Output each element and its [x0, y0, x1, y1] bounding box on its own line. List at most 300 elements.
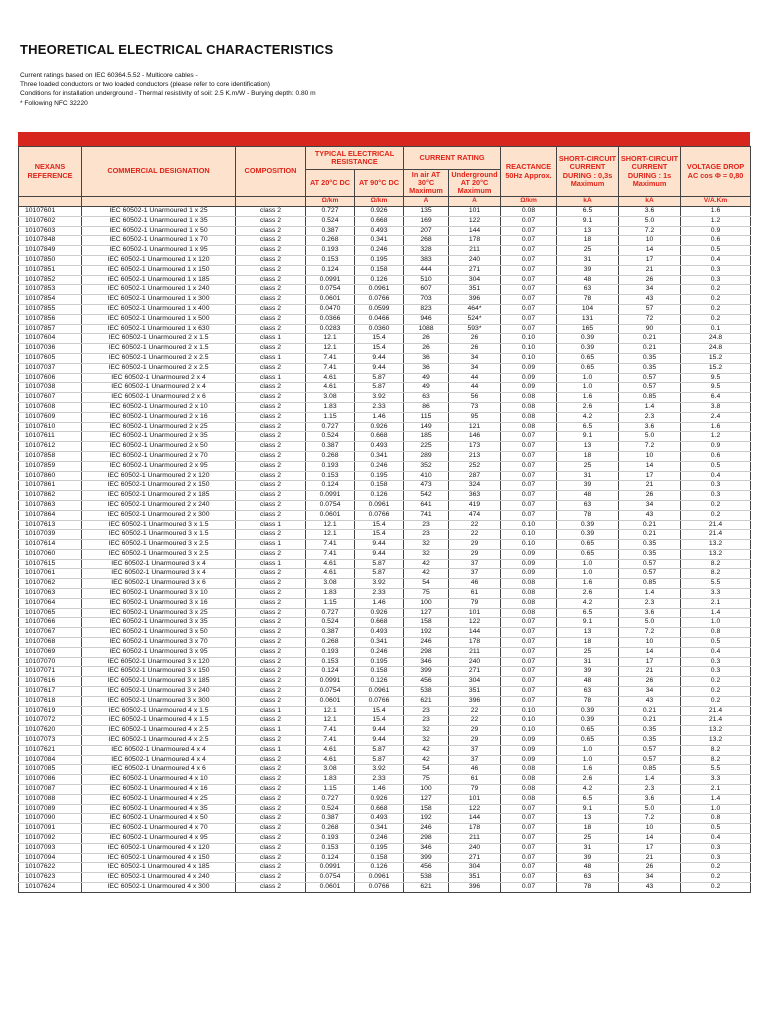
- table-cell: 78: [557, 510, 619, 520]
- table-row: [19, 696, 751, 706]
- table-cell: 0.0766: [355, 510, 404, 520]
- table-cell: class 2: [236, 530, 306, 540]
- table-cell: 538: [404, 873, 449, 883]
- table-cell: 9.44: [355, 726, 404, 736]
- table-cell: 10107073: [19, 736, 82, 746]
- table-cell: 0.268: [306, 638, 355, 648]
- table-cell: 8.2: [681, 755, 751, 765]
- table-cell: 0.35: [619, 736, 681, 746]
- table-cell: 621: [404, 882, 449, 892]
- table-cell: 0.08: [501, 598, 557, 608]
- table-cell: 127: [404, 794, 449, 804]
- table-cell: 0.341: [355, 236, 404, 246]
- table-cell: 10107618: [19, 696, 82, 706]
- table-cell: 12.1: [306, 706, 355, 716]
- table-cell: 0.124: [306, 667, 355, 677]
- table-cell: 0.268: [306, 824, 355, 834]
- table-cell: 0.08: [501, 608, 557, 618]
- table-row: [19, 481, 751, 491]
- table-cell: 346: [404, 657, 449, 667]
- table-cell: 456: [404, 677, 449, 687]
- unit-cell: [236, 197, 306, 207]
- table-cell: 0.193: [306, 461, 355, 471]
- table-cell: 703: [404, 295, 449, 305]
- table-cell: 56: [449, 393, 501, 403]
- table-cell: 26: [449, 344, 501, 354]
- table-cell: 34: [619, 873, 681, 883]
- table-cell: 0.08: [501, 579, 557, 589]
- table-row: [19, 716, 751, 726]
- table-cell: 46: [449, 765, 501, 775]
- table-cell: 21.4: [681, 716, 751, 726]
- table-cell: 10107860: [19, 471, 82, 481]
- table-cell: 0.10: [501, 726, 557, 736]
- table-cell: 144: [449, 628, 501, 638]
- table-cell: 0.0754: [306, 500, 355, 510]
- table-cell: 3.6: [619, 608, 681, 618]
- table-cell: class 2: [236, 285, 306, 295]
- table-cell: 1.6: [681, 207, 751, 217]
- table-cell: class 2: [236, 882, 306, 892]
- table-cell: 7.41: [306, 736, 355, 746]
- note-line: Three loaded conductors or two loaded conductors (please refer to core identification): [20, 81, 270, 89]
- table-cell: 352: [404, 461, 449, 471]
- table-cell: 15.2: [681, 353, 751, 363]
- table-cell: IEC 60502-1 Unarmoured 3 x 150: [82, 667, 236, 677]
- table-cell: 31: [557, 471, 619, 481]
- table-cell: IEC 60502-1 Unarmoured 2 x 70: [82, 451, 236, 461]
- table-cell: 0.09: [501, 745, 557, 755]
- table-cell: 1.4: [619, 589, 681, 599]
- table-cell: 1.46: [355, 785, 404, 795]
- table-cell: 0.39: [557, 344, 619, 354]
- table-cell: 0.268: [306, 451, 355, 461]
- table-row: [19, 393, 751, 403]
- table-cell: 7.2: [619, 814, 681, 824]
- table-cell: 10107602: [19, 216, 82, 226]
- table-cell: 17: [619, 255, 681, 265]
- table-cell: 0.07: [501, 481, 557, 491]
- table-cell: 0.524: [306, 804, 355, 814]
- table-cell: class 1: [236, 745, 306, 755]
- table-cell: 0.21: [619, 520, 681, 530]
- table-cell: 37: [449, 569, 501, 579]
- table-cell: 18: [557, 236, 619, 246]
- table-cell: 21.4: [681, 520, 751, 530]
- table-row: [19, 667, 751, 677]
- table-cell: 34: [619, 500, 681, 510]
- table-cell: 0.07: [501, 226, 557, 236]
- page-title: THEORETICAL ELECTRICAL CHARACTERISTICS: [20, 42, 334, 57]
- table-cell: 10107857: [19, 324, 82, 334]
- table-cell: class 2: [236, 471, 306, 481]
- table-cell: 0.0466: [355, 314, 404, 324]
- table-row: [19, 853, 751, 863]
- table-cell: 0.07: [501, 442, 557, 452]
- table-cell: 741: [404, 510, 449, 520]
- table-cell: 17: [619, 471, 681, 481]
- table-cell: IEC 60502-1 Unarmoured 4 x 150: [82, 853, 236, 863]
- table-cell: 0.21: [619, 344, 681, 354]
- table-cell: IEC 60502-1 Unarmoured 1 x 150: [82, 265, 236, 275]
- table-cell: 144: [449, 226, 501, 236]
- table-cell: 3.92: [355, 393, 404, 403]
- table-cell: 0.07: [501, 687, 557, 697]
- table-cell: IEC 60502-1 Unarmoured 3 x 16: [82, 598, 236, 608]
- table-cell: class 2: [236, 736, 306, 746]
- table-cell: 0.07: [501, 471, 557, 481]
- table-cell: 0.3: [681, 275, 751, 285]
- table-cell: IEC 60502-1 Unarmoured 3 x 2.5: [82, 549, 236, 559]
- table-cell: 14: [619, 246, 681, 256]
- table-cell: 12.1: [306, 530, 355, 540]
- table-row: [19, 236, 751, 246]
- table-cell: class 2: [236, 363, 306, 373]
- table-cell: 43: [619, 295, 681, 305]
- table-cell: 0.2: [681, 863, 751, 873]
- table-row: [19, 246, 751, 256]
- table-cell: 10107614: [19, 540, 82, 550]
- table-cell: 0.4: [681, 255, 751, 265]
- table-cell: 100: [404, 785, 449, 795]
- table-cell: 0.35: [619, 726, 681, 736]
- table-cell: 18: [557, 824, 619, 834]
- table-cell: 115: [404, 412, 449, 422]
- table-cell: 10: [619, 451, 681, 461]
- table-cell: 0.5: [681, 824, 751, 834]
- table-cell: IEC 60502-1 Unarmoured 3 x 10: [82, 589, 236, 599]
- table-cell: 10107859: [19, 461, 82, 471]
- table-cell: 10107072: [19, 716, 82, 726]
- table-cell: 0.07: [501, 824, 557, 834]
- table-cell: class 2: [236, 843, 306, 853]
- table-cell: IEC 60502-1 Unarmoured 4 x 4: [82, 755, 236, 765]
- table-cell: 3.8: [681, 402, 751, 412]
- table-cell: 0.1: [681, 324, 751, 334]
- table-cell: class 2: [236, 510, 306, 520]
- table-cell: 10107617: [19, 687, 82, 697]
- table-cell: 22: [449, 530, 501, 540]
- table-cell: 10107089: [19, 804, 82, 814]
- table-cell: 0.07: [501, 647, 557, 657]
- table-cell: 25: [557, 461, 619, 471]
- table-cell: 75: [404, 775, 449, 785]
- table-cell: 0.246: [355, 647, 404, 657]
- table-cell: IEC 60502-1 Unarmoured 1 x 25: [82, 207, 236, 217]
- table-row: [19, 520, 751, 530]
- table-cell: 63: [557, 687, 619, 697]
- table-cell: IEC 60502-1 Unarmoured 4 x 35: [82, 804, 236, 814]
- table-cell: 0.09: [501, 549, 557, 559]
- table-row: [19, 569, 751, 579]
- unit-cell: Ω/km: [501, 197, 557, 207]
- table-cell: 63: [557, 285, 619, 295]
- col-header-res20: AT 20°C DC: [306, 170, 355, 197]
- table-cell: IEC 60502-1 Unarmoured 4 x 300: [82, 882, 236, 892]
- table-cell: 21: [619, 481, 681, 491]
- table-cell: 9.44: [355, 540, 404, 550]
- table-cell: 4.61: [306, 755, 355, 765]
- table-cell: 79: [449, 785, 501, 795]
- table-cell: 0.07: [501, 461, 557, 471]
- table-cell: 3.6: [619, 794, 681, 804]
- table-cell: 10107088: [19, 794, 82, 804]
- table-cell: 0.124: [306, 853, 355, 863]
- table-row: [19, 549, 751, 559]
- table-cell: 0.07: [501, 628, 557, 638]
- table-cell: class 1: [236, 706, 306, 716]
- table-cell: 32: [404, 726, 449, 736]
- col-header-underground: Underground AT 20°C Maximum: [449, 170, 501, 197]
- table-cell: 0.2: [681, 304, 751, 314]
- table-cell: class 2: [236, 687, 306, 697]
- table-cell: class 2: [236, 755, 306, 765]
- table-cell: 0.0360: [355, 324, 404, 334]
- table-cell: 86: [404, 402, 449, 412]
- table-cell: 1.4: [681, 794, 751, 804]
- table-cell: 10107624: [19, 882, 82, 892]
- table-cell: 538: [404, 687, 449, 697]
- table-cell: 10107604: [19, 334, 82, 344]
- table-cell: 13: [557, 814, 619, 824]
- table-cell: 271: [449, 265, 501, 275]
- table-cell: 0.926: [355, 608, 404, 618]
- table-cell: 0.3: [681, 491, 751, 501]
- table-cell: 351: [449, 873, 501, 883]
- table-cell: 2.6: [557, 402, 619, 412]
- table-cell: 15.4: [355, 530, 404, 540]
- table-cell: class 2: [236, 442, 306, 452]
- table-cell: 0.727: [306, 422, 355, 432]
- table-row: [19, 285, 751, 295]
- table-row: [19, 726, 751, 736]
- table-row: [19, 344, 751, 354]
- table-cell: 0.158: [355, 853, 404, 863]
- table-cell: 44: [449, 383, 501, 393]
- table-cell: 0.3: [681, 843, 751, 853]
- table-cell: 0.2: [681, 687, 751, 697]
- table-cell: 0.0766: [355, 295, 404, 305]
- table-cell: 2.33: [355, 775, 404, 785]
- table-cell: 1.0: [681, 804, 751, 814]
- table-cell: 2.3: [619, 412, 681, 422]
- table-cell: 78: [557, 295, 619, 305]
- table-cell: IEC 60502-1 Unarmoured 4 x 185: [82, 863, 236, 873]
- table-cell: 252: [449, 461, 501, 471]
- table-row: [19, 706, 751, 716]
- table-cell: 0.158: [355, 667, 404, 677]
- table-row: [19, 843, 751, 853]
- table-cell: 122: [449, 216, 501, 226]
- table-cell: class 2: [236, 647, 306, 657]
- table-cell: 0.0601: [306, 510, 355, 520]
- table-cell: 0.2: [681, 500, 751, 510]
- table-cell: 15.4: [355, 706, 404, 716]
- table-cell: 213: [449, 451, 501, 461]
- table-cell: class 2: [236, 569, 306, 579]
- table-cell: 6.4: [681, 393, 751, 403]
- table-cell: 0.07: [501, 677, 557, 687]
- table-cell: 0.08: [501, 207, 557, 217]
- table-cell: 10107090: [19, 814, 82, 824]
- table-cell: 10: [619, 824, 681, 834]
- table-cell: 10107062: [19, 579, 82, 589]
- table-cell: class 2: [236, 432, 306, 442]
- table-cell: IEC 60502-1 Unarmoured 4 x 4: [82, 745, 236, 755]
- table-cell: IEC 60502-1 Unarmoured 4 x 50: [82, 814, 236, 824]
- table-cell: 36: [404, 363, 449, 373]
- table-cell: class 2: [236, 402, 306, 412]
- table-cell: 10107071: [19, 667, 82, 677]
- table-row: [19, 334, 751, 344]
- table-cell: 0.08: [501, 775, 557, 785]
- col-header-in-air: In air AT 30°C Maximum: [404, 170, 449, 197]
- table-cell: 10107037: [19, 363, 82, 373]
- table-row: [19, 608, 751, 618]
- table-cell: 9.44: [355, 363, 404, 373]
- table-row: [19, 677, 751, 687]
- table-cell: 1.6: [557, 765, 619, 775]
- table-cell: 14: [619, 461, 681, 471]
- table-cell: 474: [449, 510, 501, 520]
- table-cell: 26: [449, 334, 501, 344]
- table-cell: 32: [404, 549, 449, 559]
- table-cell: 13.2: [681, 736, 751, 746]
- notes-block: [20, 71, 316, 108]
- table-cell: 10107851: [19, 265, 82, 275]
- table-cell: 289: [404, 451, 449, 461]
- table-cell: 0.07: [501, 618, 557, 628]
- table-cell: 0.57: [619, 559, 681, 569]
- table-cell: 10107070: [19, 657, 82, 667]
- table-cell: 78: [557, 882, 619, 892]
- table-cell: 146: [449, 432, 501, 442]
- table-cell: 464*: [449, 304, 501, 314]
- table-cell: 2.3: [619, 785, 681, 795]
- table-cell: 0.07: [501, 510, 557, 520]
- table-cell: 383: [404, 255, 449, 265]
- table-cell: 46: [449, 579, 501, 589]
- table-cell: 641: [404, 500, 449, 510]
- table-cell: 0.09: [501, 569, 557, 579]
- table-cell: class 2: [236, 579, 306, 589]
- table-cell: 149: [404, 422, 449, 432]
- table-cell: class 2: [236, 696, 306, 706]
- table-cell: IEC 60502-1 Unarmoured 2 x 6: [82, 393, 236, 403]
- table-cell: 6.5: [557, 794, 619, 804]
- table-cell: 0.65: [557, 363, 619, 373]
- table-cell: 10107864: [19, 510, 82, 520]
- table-cell: 621: [404, 696, 449, 706]
- table-cell: 0.08: [501, 785, 557, 795]
- table-cell: 240: [449, 657, 501, 667]
- table-cell: 63: [404, 393, 449, 403]
- table-cell: class 2: [236, 608, 306, 618]
- table-cell: 48: [557, 863, 619, 873]
- table-cell: 324: [449, 481, 501, 491]
- table-cell: 240: [449, 255, 501, 265]
- table-cell: 0.727: [306, 794, 355, 804]
- table-cell: 5.0: [619, 216, 681, 226]
- table-cell: 10107623: [19, 873, 82, 883]
- table-cell: 1.0: [557, 745, 619, 755]
- table-cell: class 2: [236, 500, 306, 510]
- table-cell: class 2: [236, 207, 306, 217]
- table-cell: IEC 60502-1 Unarmoured 4 x 240: [82, 873, 236, 883]
- table-cell: 3.3: [681, 589, 751, 599]
- table-cell: IEC 60502-1 Unarmoured 3 x 35: [82, 618, 236, 628]
- table-cell: 14: [619, 834, 681, 844]
- table-row: [19, 814, 751, 824]
- table-cell: IEC 60502-1 Unarmoured 3 x 185: [82, 677, 236, 687]
- table-cell: 2.3: [619, 598, 681, 608]
- table-cell: 0.727: [306, 207, 355, 217]
- table-cell: IEC 60502-1 Unarmoured 1 x 240: [82, 285, 236, 295]
- table-cell: 72: [619, 314, 681, 324]
- table-cell: 0.57: [619, 373, 681, 383]
- table-cell: IEC 60502-1 Unarmoured 3 x 120: [82, 657, 236, 667]
- table-row: [19, 471, 751, 481]
- table-cell: 1.6: [681, 422, 751, 432]
- table-cell: class 1: [236, 373, 306, 383]
- table-cell: 178: [449, 236, 501, 246]
- table-cell: 0.07: [501, 638, 557, 648]
- table-cell: IEC 60502-1 Unarmoured 2 x 1.5: [82, 344, 236, 354]
- table-cell: 10107039: [19, 530, 82, 540]
- table-cell: 10: [619, 236, 681, 246]
- table-cell: 10107610: [19, 422, 82, 432]
- table-cell: 29: [449, 726, 501, 736]
- col-header-resistance: TYPICAL ELECTRICAL RESISTANCE: [306, 147, 404, 170]
- table-cell: 1.0: [557, 383, 619, 393]
- table-cell: IEC 60502-1 Unarmoured 2 x 240: [82, 500, 236, 510]
- table-cell: 0.08: [501, 589, 557, 599]
- table-cell: 121: [449, 422, 501, 432]
- table-cell: 0.5: [681, 246, 751, 256]
- table-cell: 22: [449, 716, 501, 726]
- table-cell: 0.0601: [306, 696, 355, 706]
- table-cell: 0.08: [501, 794, 557, 804]
- table-cell: 10107848: [19, 236, 82, 246]
- table-row: [19, 255, 751, 265]
- table-cell: 0.07: [501, 451, 557, 461]
- table-cell: 10107063: [19, 589, 82, 599]
- table-row: [19, 265, 751, 275]
- table-cell: class 2: [236, 549, 306, 559]
- table-cell: 34: [619, 687, 681, 697]
- table-cell: IEC 60502-1 Unarmoured 1 x 630: [82, 324, 236, 334]
- table-cell: class 2: [236, 246, 306, 256]
- table-cell: 396: [449, 696, 501, 706]
- table-cell: class 2: [236, 824, 306, 834]
- table-cell: IEC 60502-1 Unarmoured 1 x 35: [82, 216, 236, 226]
- table-cell: 54: [404, 579, 449, 589]
- col-header-res90: AT 90°C DC: [355, 170, 404, 197]
- table-cell: 946: [404, 314, 449, 324]
- table-cell: 104: [557, 304, 619, 314]
- table-cell: 211: [449, 647, 501, 657]
- table-cell: 0.493: [355, 814, 404, 824]
- table-cell: 63: [557, 873, 619, 883]
- col-header-composition: COMPOSITION: [236, 147, 306, 197]
- table-cell: 10107606: [19, 373, 82, 383]
- table-cell: 4.2: [557, 412, 619, 422]
- unit-cell: [82, 197, 236, 207]
- table-cell: class 2: [236, 589, 306, 599]
- table-cell: IEC 60502-1 Unarmoured 4 x 70: [82, 824, 236, 834]
- table-cell: IEC 60502-1 Unarmoured 1 x 95: [82, 246, 236, 256]
- table-cell: 410: [404, 471, 449, 481]
